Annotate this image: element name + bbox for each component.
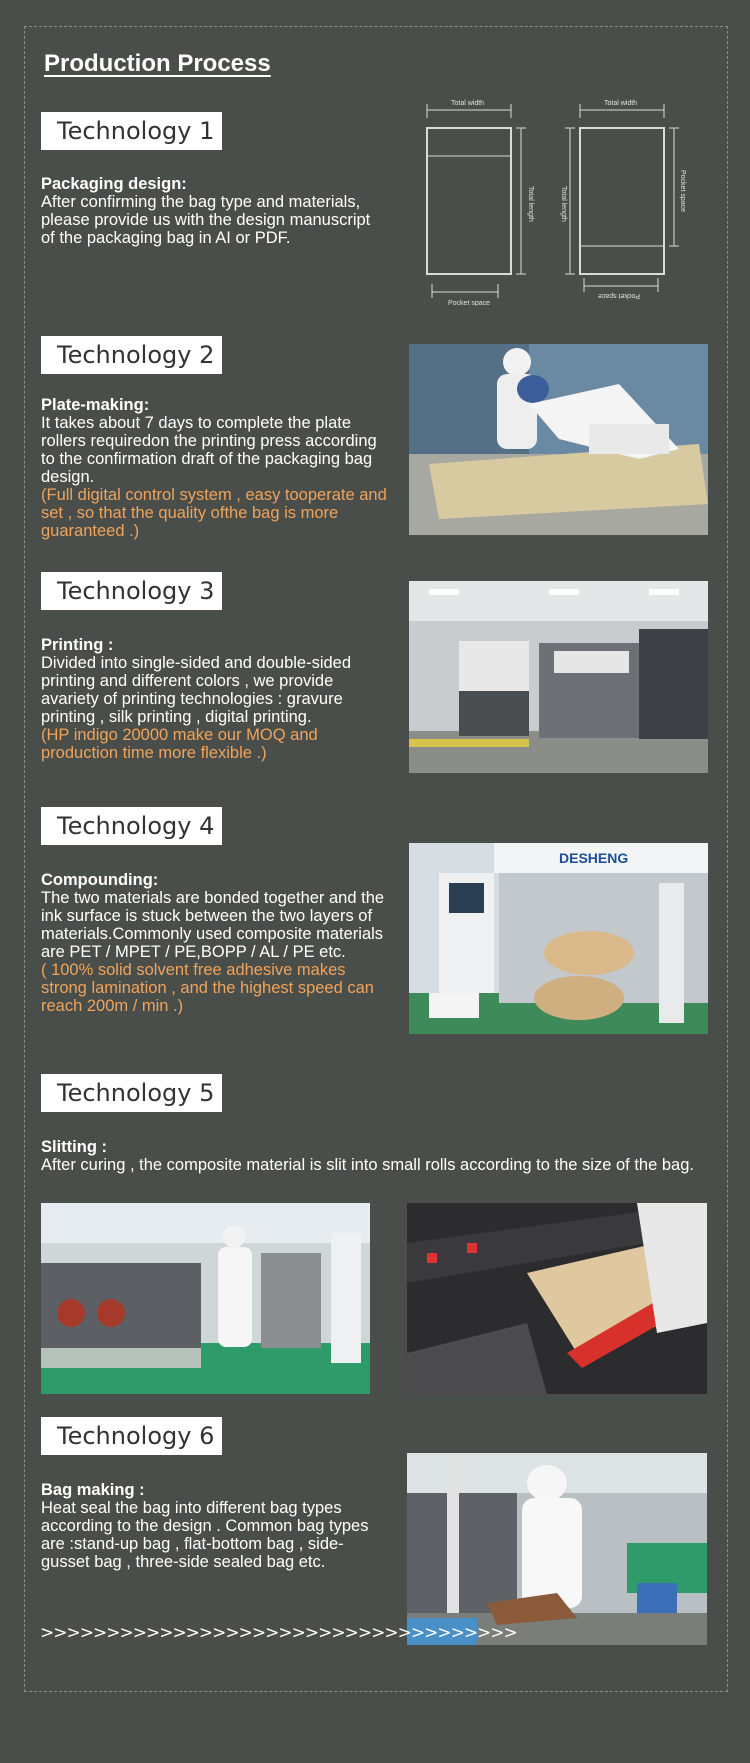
machine-brand-text: DESHENG xyxy=(559,850,629,866)
diag-pocket-space-3: Pocket space xyxy=(679,170,686,213)
tech-head-3: Printing : xyxy=(41,636,114,654)
tech-label-2: Technology 2 xyxy=(41,336,222,374)
tech-label-6: Technology 6 xyxy=(41,1417,222,1455)
tech-body-1: After confirming the bag type and materials, please provide us with the design manuscript of the packaging bag in AI or PDF. xyxy=(41,193,371,247)
tech-body-3: Divided into single-sided and double-sided printing and different colors , we provide avariety of printing technologies : gravure printing , silk printing , digital printing. xyxy=(41,654,352,726)
tech-body-5: After curing , the composite material is slit into small rolls according to the size of the bag. xyxy=(41,1156,694,1174)
diag-total-width-2: Total width xyxy=(604,100,638,107)
tech-text-3 xyxy=(41,636,391,762)
tech-text-1 xyxy=(41,175,386,247)
tech-note-2: (Full digital control system , easy tooperate and set , so that the quality ofthe bag is more guaranteed .) xyxy=(41,486,387,540)
tech-label-5: Technology 5 xyxy=(41,1074,222,1112)
compounding-photo xyxy=(409,843,708,1034)
diag-total-length-1: Total length xyxy=(527,186,534,222)
diag-total-width-1: Total width xyxy=(451,100,485,107)
printing-photo xyxy=(409,581,708,773)
tech-text-2 xyxy=(41,396,391,540)
tech-head-1: Packaging design: xyxy=(41,175,187,193)
tech-text-4 xyxy=(41,871,391,1015)
bag-dimension-diagram xyxy=(418,96,698,306)
tech-head-2: Plate-making: xyxy=(41,396,150,414)
diag-pocket-space-1: Pocket space xyxy=(448,300,491,306)
tech-body-6: Heat seal the bag into different bag types according to the design . Common bag types are :stand-up bag , flat-bottom bag , side-gusset bag , three-side sealed bag etc. xyxy=(41,1499,369,1571)
slitting-photo-1 xyxy=(41,1203,370,1394)
bag-making-photo xyxy=(407,1453,707,1645)
tech-body-2: It takes about 7 days to complete the plate rollers requiredon the printing press according to the confirmation draft of the packaging bag design. xyxy=(41,414,377,486)
tech-head-6: Bag making : xyxy=(41,1481,145,1499)
tech-label-1: Technology 1 xyxy=(41,112,222,150)
tech-label-3: Technology 3 xyxy=(41,572,222,610)
tech-head-4: Compounding: xyxy=(41,871,159,889)
slitting-photo-2 xyxy=(407,1203,707,1394)
bag-dimension-svg xyxy=(418,96,698,306)
tech-text-5 xyxy=(41,1138,701,1174)
tech-head-5: Slitting : xyxy=(41,1138,107,1156)
tech-body-4: The two materials are bonded together and the ink surface is stuck between the two layers of materials.Commonly used composite materials are PET / MPET / PE,BOPP / AL / PE etc. xyxy=(41,889,385,961)
plate-making-photo xyxy=(409,344,708,535)
tech-label-4: Technology 4 xyxy=(41,807,222,845)
tech-text-6 xyxy=(41,1481,386,1571)
tech-note-4: ( 100% solid solvent free adhesive makes strong lamination , and the highest speed can reach 200m / min .) xyxy=(41,961,374,1015)
diag-pocket-space-2: Pocket space xyxy=(597,292,640,299)
arrow-divider: >>>>>>>>>>>>>>>>>>>>>>>>>>>>>>>>>>>> xyxy=(40,1623,517,1643)
tech-note-3: (HP indigo 20000 make our MOQ and production time more flexible .) xyxy=(41,726,318,762)
page-title: Production Process xyxy=(44,50,271,77)
diag-total-length-2: Total length xyxy=(560,186,567,222)
